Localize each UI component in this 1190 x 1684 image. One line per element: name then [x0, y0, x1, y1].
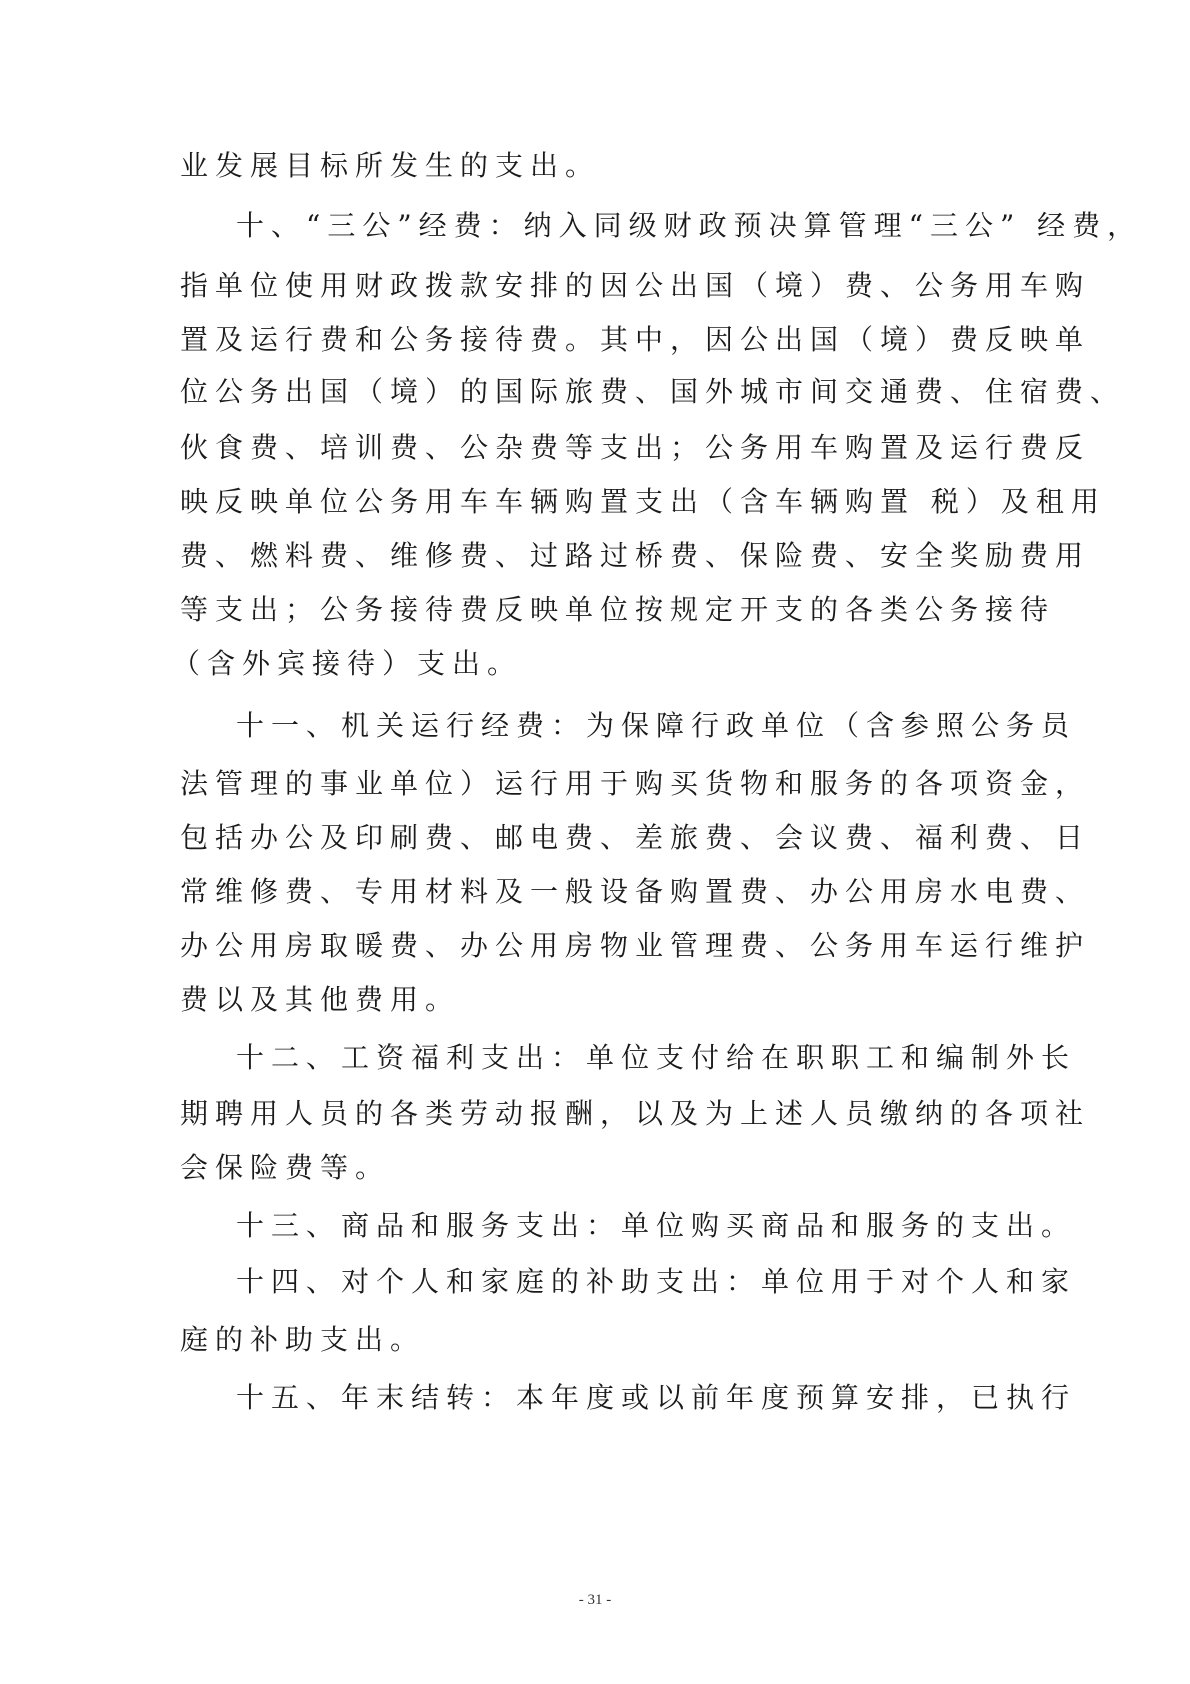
text-line: 十四、对个人和家庭的补助支出：单位用于对个人和家 [236, 1265, 1077, 1298]
text-line: 庭的补助支出。 [180, 1323, 426, 1356]
text-line: 位公务出国（境）的国际旅费、国外城市间交通费、住宿费、 [180, 375, 1126, 408]
text-line: （含外宾接待）支出。 [172, 647, 523, 680]
text-line: 包括办公及印刷费、邮电费、差旅费、会议费、福利费、日 [180, 821, 1091, 854]
text-line: 办公用房取暖费、办公用房物业管理费、公务用车运行维护 [180, 929, 1091, 962]
text-line: 十一、机关运行经费：为保障行政单位（含参照公务员 [236, 709, 1077, 742]
text-line: 费、燃料费、维修费、过路过桥费、保险费、安全奖励费用 [180, 539, 1091, 572]
text-line: 十五、年末结转：本年度或以前年度预算安排，已执行 [236, 1381, 1077, 1414]
text-line: 映反映单位公务用车车辆购置支出（含车辆购置 税）及租用 [180, 485, 1106, 518]
text-line: 费以及其他费用。 [180, 983, 461, 1016]
text-line: 业发展目标所发生的支出。 [180, 149, 601, 182]
text-line: 法管理的事业单位）运行用于购买货物和服务的各项资金， [180, 767, 1091, 800]
text-line: 等支出；公务接待费反映单位按规定开支的各类公务接待 [180, 593, 1056, 626]
text-line: 十三、商品和服务支出：单位购买商品和服务的支出。 [236, 1209, 1077, 1242]
text-line: 会保险费等。 [180, 1151, 391, 1184]
text-line: 十、“三公”经费：纳入同级财政预决算管理“三公” 经费， [236, 209, 1143, 242]
text-line: 伙食费、培训费、公杂费等支出；公务用车购置及运行费反 [180, 431, 1091, 464]
text-line: 期聘用人员的各类劳动报酬，以及为上述人员缴纳的各项社 [180, 1097, 1091, 1130]
text-line: 置及运行费和公务接待费。其中，因公出国（境）费反映单 [180, 323, 1091, 356]
page-number: - 31 - [578, 1592, 612, 1608]
text-line: 十二、工资福利支出：单位支付给在职职工和编制外长 [236, 1041, 1077, 1074]
text-line: 指单位使用财政拨款安排的因公出国（境）费、公务用车购 [180, 269, 1091, 302]
text-line: 常维修费、专用材料及一般设备购置费、办公用房水电费、 [180, 875, 1091, 908]
